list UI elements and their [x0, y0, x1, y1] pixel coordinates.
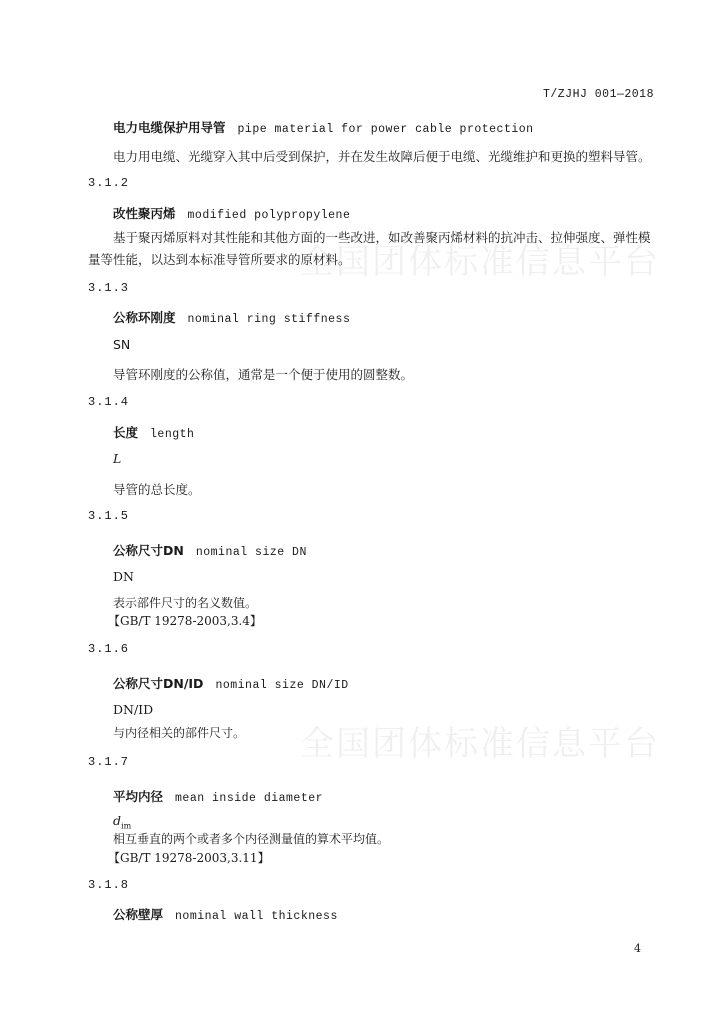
term-definition: 基于聚丙烯原料对其性能和其他方面的一些改进，如改善聚丙烯材料的抗冲击、拉伸强度、弹性模量等性能，以达到本标准导管所要求的原材料。 — [88, 230, 651, 267]
page-number: 4 — [634, 942, 641, 955]
clause-number: 3.1.5 — [88, 509, 130, 523]
term-symbol: L — [113, 451, 122, 466]
term-english: nominal size DN/ID — [215, 679, 349, 692]
term-chinese: 改性聚丙烯 — [113, 206, 176, 221]
term-chinese: 长度 — [113, 425, 139, 440]
term-chinese: 电力电缆保护用导管 — [113, 120, 226, 135]
watermark-text: 全国团体标准信息平台 — [300, 242, 660, 282]
term-english: length — [150, 428, 195, 441]
clause-number: 3.1.7 — [88, 755, 130, 769]
term-heading — [113, 674, 349, 692]
term-chinese: 公称壁厚 — [113, 907, 164, 922]
term-english: pipe material for power cable protection — [237, 123, 534, 136]
term-definition: 表示部件尺寸的名义数值。 — [113, 596, 258, 610]
clause-number: 3.1.3 — [88, 281, 130, 295]
term-english: modified polypropylene — [187, 209, 351, 222]
term-symbol: DN — [113, 569, 134, 584]
symbol-base: d — [113, 813, 122, 828]
term-chinese: 公称环刚度 — [113, 310, 176, 325]
term-chinese: 公称尺寸DN/ID — [113, 676, 204, 691]
term-definition: 与内径相关的部件尺寸。 — [113, 726, 246, 740]
term-chinese: 平均内径 — [113, 789, 164, 804]
clause-number: 3.1.4 — [88, 395, 130, 409]
term-english: mean inside diameter — [175, 792, 324, 805]
standard-code: T/ZJHJ 001—2018 — [542, 88, 654, 101]
term-definition: 导管的总长度。 — [113, 482, 201, 497]
term-definition: 电力用电缆、光缆穿入其中后受到保护，并在发生故障后便于电缆、光缆维护和更换的塑料导管。 — [113, 149, 651, 164]
term-symbol: SN — [113, 337, 131, 352]
term-chinese: 公称尺寸DN — [113, 543, 184, 558]
clause-number: 3.1.6 — [88, 642, 130, 656]
term-heading — [113, 905, 338, 923]
clause-number: 3.1.2 — [88, 176, 130, 190]
clause-number: 3.1.8 — [88, 878, 130, 892]
term-heading — [113, 118, 534, 136]
source-reference: 【GB/T 19278-2003,3.4】 — [108, 614, 262, 628]
term-definition: 相互垂直的两个或者多个内径测量值的算术平均值。 — [113, 832, 390, 846]
source-reference: 【GB/T 19278-2003,3.11】 — [108, 851, 270, 865]
term-heading — [113, 308, 350, 326]
symbol-subscript: im — [121, 821, 132, 831]
term-heading — [113, 204, 350, 222]
watermark-text: 全国团体标准信息平台 — [300, 724, 660, 764]
term-symbol: DN/ID — [113, 702, 154, 717]
term-english: nominal size DN — [195, 546, 307, 559]
term-english: nominal ring stiffness — [187, 313, 351, 326]
term-heading — [113, 787, 323, 805]
term-heading — [113, 423, 194, 441]
term-definition: 导管环刚度的公称值，通常是一个便于使用的圆整数。 — [113, 367, 414, 382]
term-heading — [113, 541, 307, 559]
term-english: nominal wall thickness — [175, 910, 338, 923]
term-symbol — [113, 813, 131, 831]
